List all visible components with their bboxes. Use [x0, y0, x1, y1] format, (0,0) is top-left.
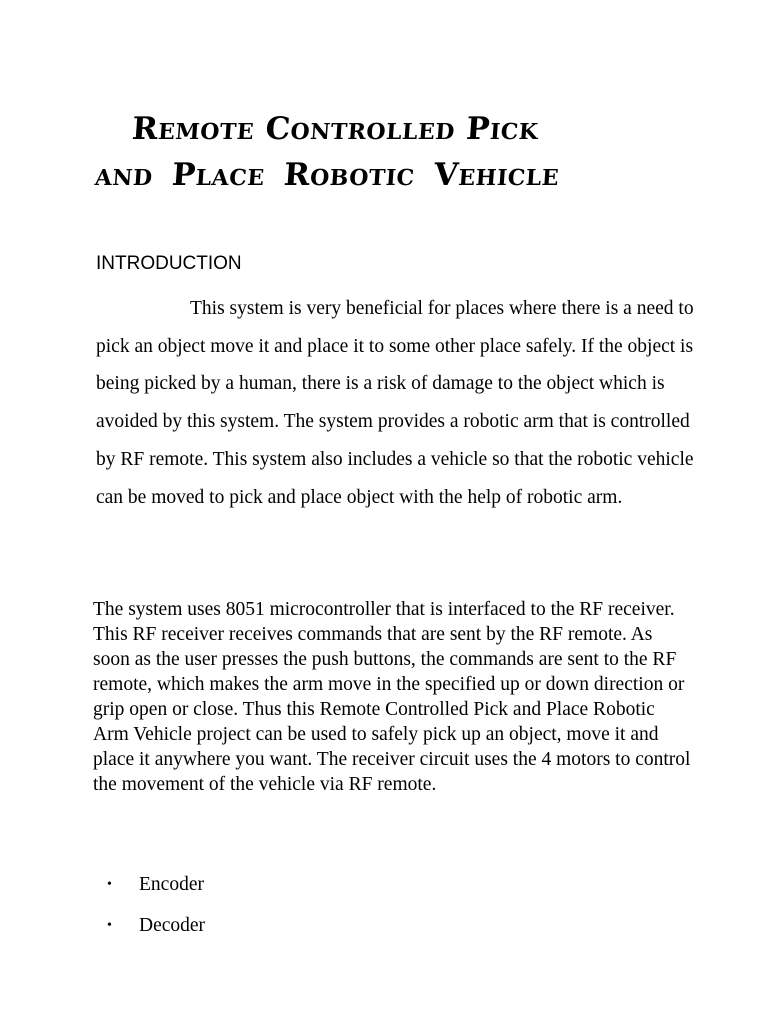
component-list [107, 864, 205, 946]
document-title-line-1: Remote Controlled Pick [130, 111, 540, 147]
list-item [107, 905, 205, 946]
list-item-label: Encoder [139, 873, 204, 895]
document-title-line-2: and Place Robotic Vehicle [93, 157, 561, 193]
bullet-icon: • [107, 917, 112, 933]
bullet-icon: • [107, 876, 112, 892]
system-description-paragraph: The system uses 8051 microcontroller that is interfaced to the RF receiver. This RF receiver receives commands that are sent by the RF remote. As soon as the user presses the push buttons, the commands are sent to the RF remote, which makes the arm move in the specified up or down direction or grip open or close. Thus this Remote Controlled Pick and Place Robotic Arm Vehicle project can be used to safely pick up an object, move it and place it anywhere you want. The receiver circuit uses the 4 motors to control the movement of the vehicle via RF remote. [93, 599, 691, 795]
section-heading: INTRODUCTION [96, 253, 242, 274]
intro-paragraph: This system is very beneficial for places where there is a need to pick an object move it and place it to some other place safely. If the object is being picked by a human, there is a risk of damage to the object which is avoided by this system. The system provides a robotic arm that is controlled by RF remote. This system also includes a vehicle so that the robotic vehicle can be moved to pick and place object with the help of robotic arm. [96, 298, 694, 508]
list-item [107, 864, 205, 905]
list-item-label: Decoder [139, 914, 206, 936]
